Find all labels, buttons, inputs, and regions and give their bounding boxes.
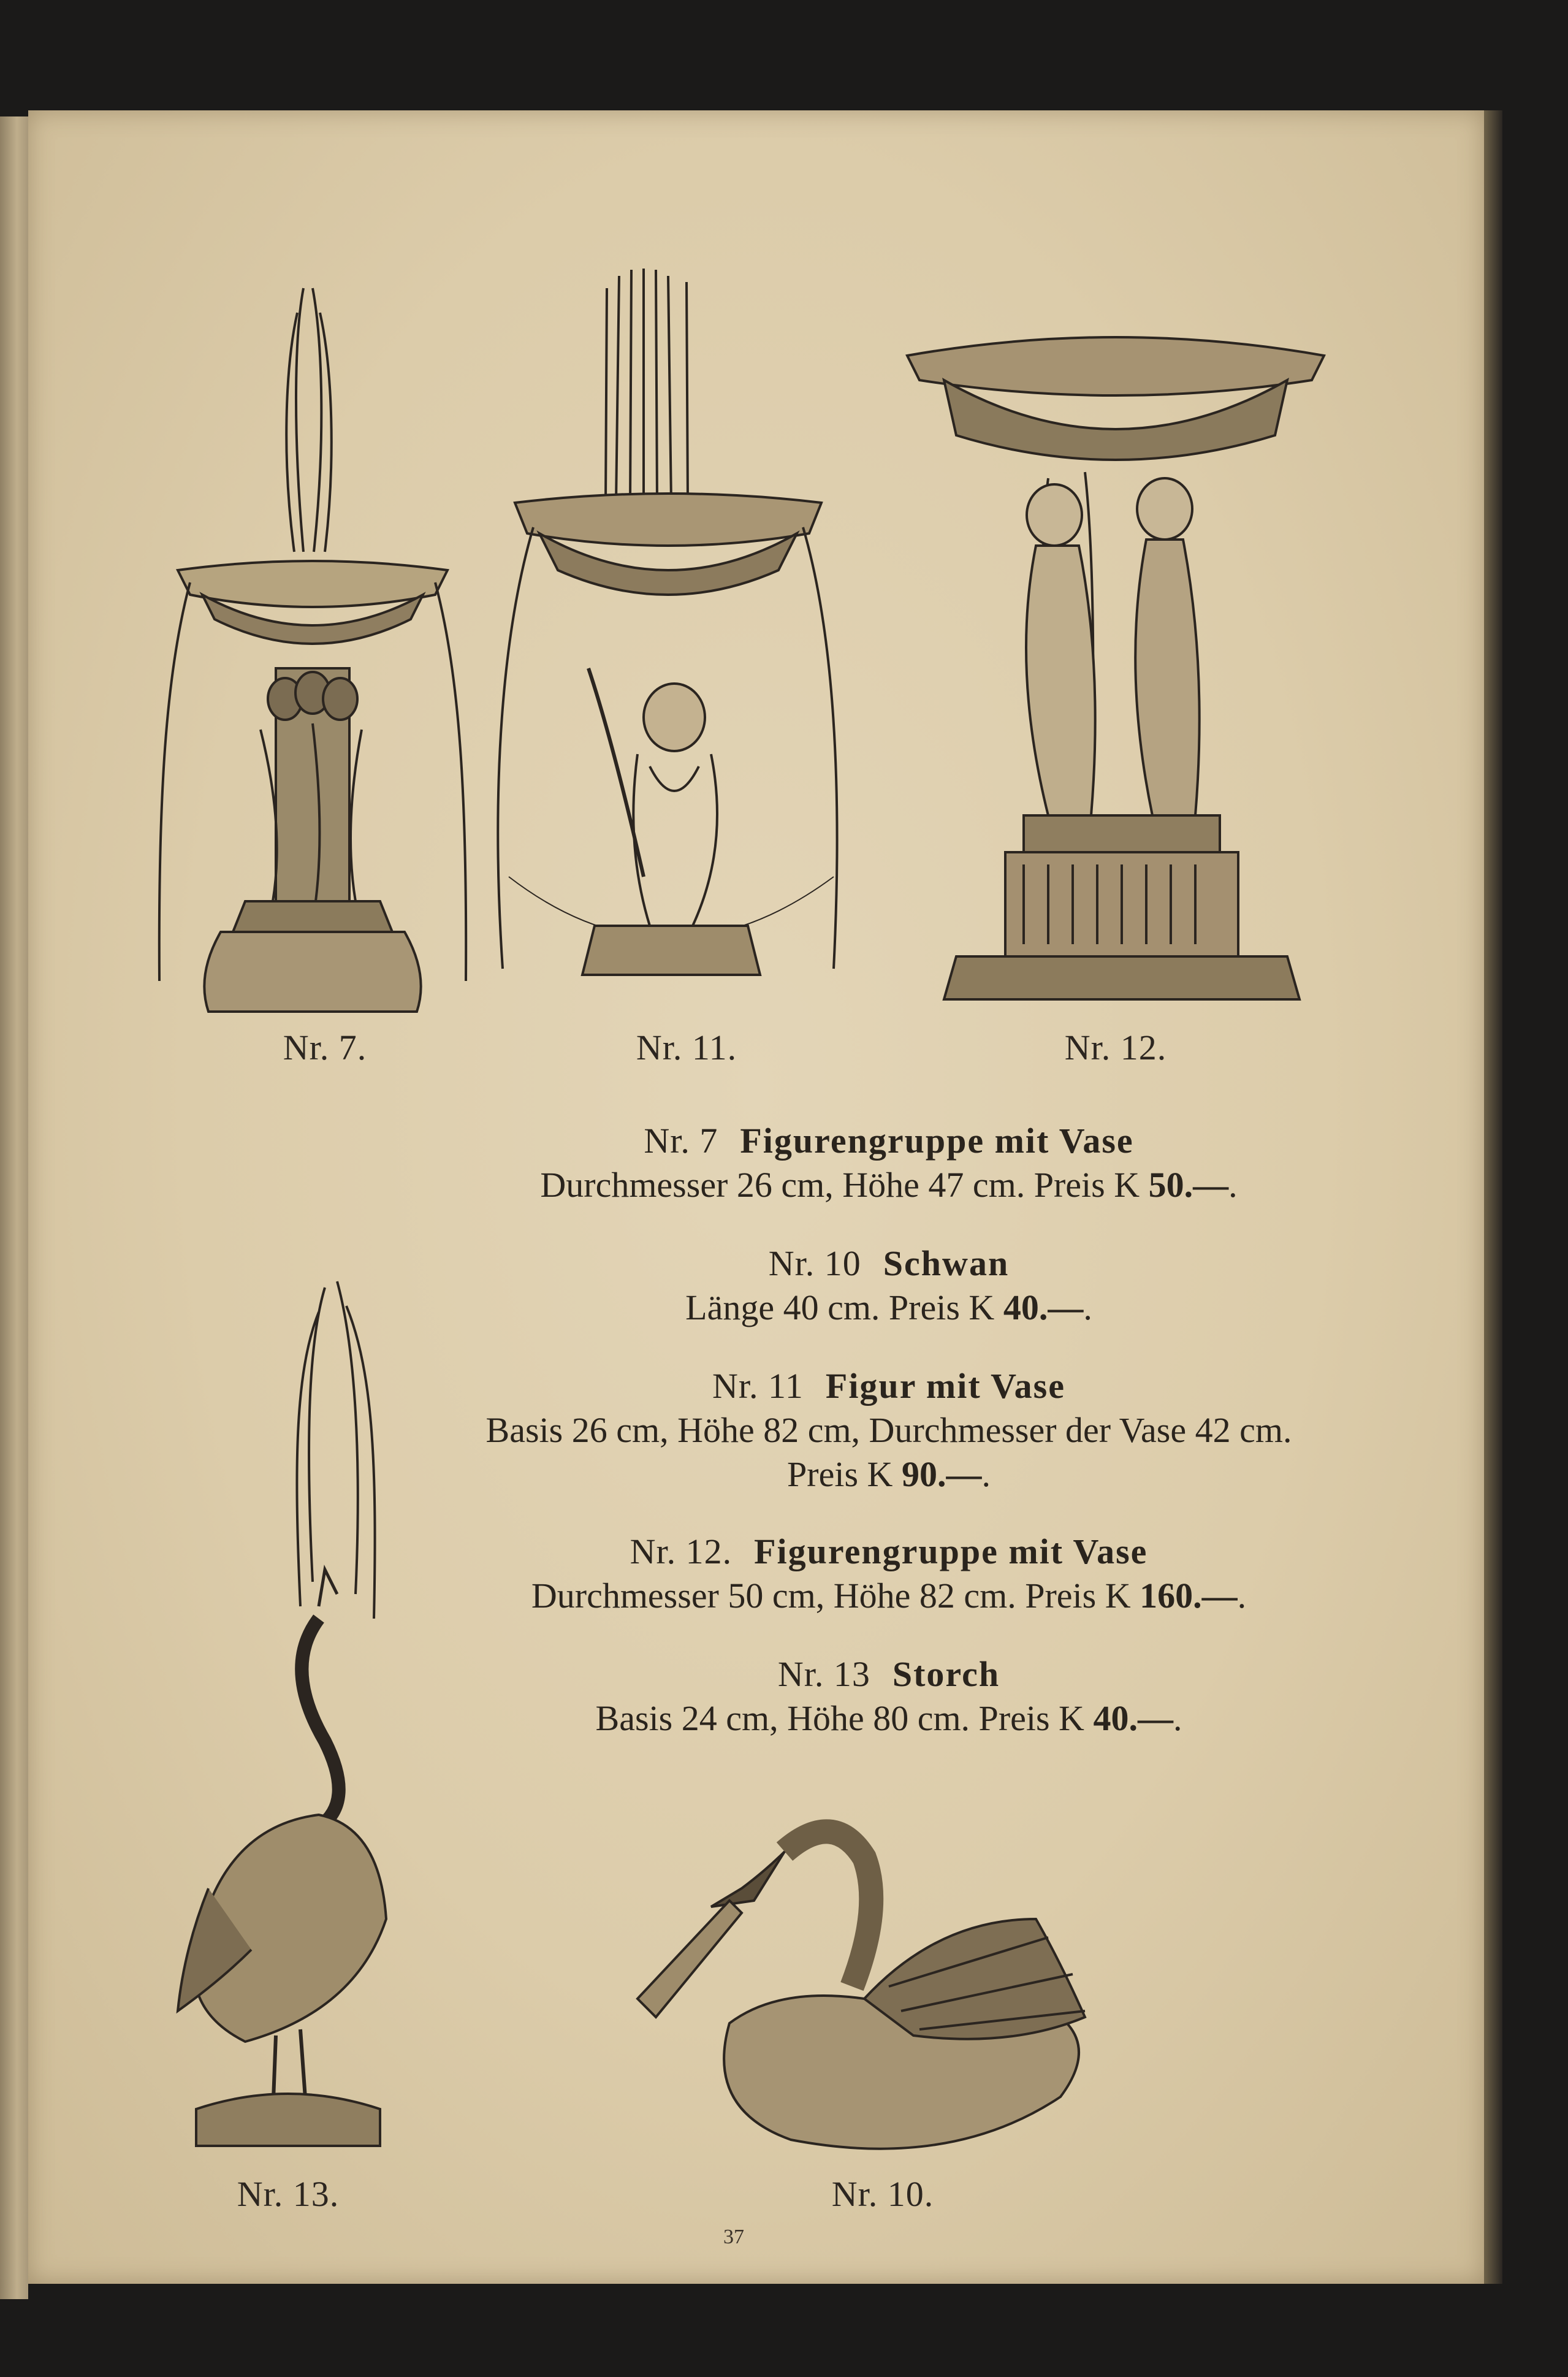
entry-description: Basis 24 cm, Höhe 80 cm. Preis K xyxy=(595,1698,1094,1738)
page-edge xyxy=(1484,110,1502,2284)
entry-number: Nr. 10 xyxy=(768,1243,861,1283)
book-spine xyxy=(0,116,28,2299)
entry-description: Länge 40 cm. Preis K xyxy=(685,1288,1003,1327)
entry-price: 160.— xyxy=(1140,1576,1238,1616)
figure-label-nr7: Nr. 7. xyxy=(283,1028,367,1067)
stork-fountain-illustration xyxy=(172,1275,405,2158)
fountain-cherub-illustration xyxy=(490,264,846,1012)
entry-number: Nr. 7 xyxy=(644,1121,718,1161)
entry-number: Nr. 12. xyxy=(630,1532,733,1571)
entry-title: Schwan xyxy=(883,1243,1010,1283)
entry-title: Figurengruppe mit Vase xyxy=(754,1532,1148,1571)
bowl-figure-group-illustration xyxy=(901,325,1330,1018)
figure-label-nr12: Nr. 12. xyxy=(1064,1028,1167,1067)
entry-title: Storch xyxy=(892,1654,1000,1694)
entry-description: Basis 26 cm, Höhe 82 cm, Durchmesser der Vase 42 cm. xyxy=(485,1410,1292,1450)
entry-price: 90.— xyxy=(901,1454,982,1494)
entry-title: Figur mit Vase xyxy=(825,1366,1065,1406)
entry-nr7: Nr. 7 Figurengruppe mit Vase Durchmesser 26 cm, Höhe 47 cm. Preis K 50.—. xyxy=(540,1121,1238,1205)
swan-fountain-illustration xyxy=(631,1815,1103,2158)
entry-price: 40.— xyxy=(1093,1698,1173,1738)
entry-price: 50.— xyxy=(1148,1165,1229,1205)
entry-price: 40.— xyxy=(1003,1288,1084,1327)
entry-number: Nr. 11 xyxy=(712,1366,804,1406)
entry-title: Figurengruppe mit Vase xyxy=(740,1121,1134,1161)
entry-number: Nr. 13 xyxy=(777,1654,870,1694)
fountain-figure-group-illustration xyxy=(153,276,472,1024)
entry-nr11: Nr. 11 Figur mit Vase Basis 26 cm, Höhe 82 cm, Durchmesser der Vase 42 cm. Preis K 90.—. xyxy=(485,1366,1292,1494)
entry-nr10: Nr. 10 Schwan Länge 40 cm. Preis K 40.—. xyxy=(685,1243,1092,1327)
figure-label-nr10: Nr. 10. xyxy=(831,2174,934,2214)
entry-description-2: Preis K xyxy=(787,1454,902,1494)
entry-description: Durchmesser 26 cm, Höhe 47 cm. Preis K xyxy=(540,1165,1149,1205)
figure-label-nr11: Nr. 11. xyxy=(636,1028,737,1067)
entry-description: Durchmesser 50 cm, Höhe 82 cm. Preis K xyxy=(531,1576,1140,1616)
entry-nr12: Nr. 12. Figurengruppe mit Vase Durchmesser 50 cm, Höhe 82 cm. Preis K 160.—. xyxy=(531,1532,1247,1616)
page-number: 37 xyxy=(723,2226,744,2248)
figure-label-nr13: Nr. 13. xyxy=(237,2174,340,2214)
entry-nr13: Nr. 13 Storch Basis 24 cm, Höhe 80 cm. Preis K 40.—. xyxy=(595,1654,1182,1738)
